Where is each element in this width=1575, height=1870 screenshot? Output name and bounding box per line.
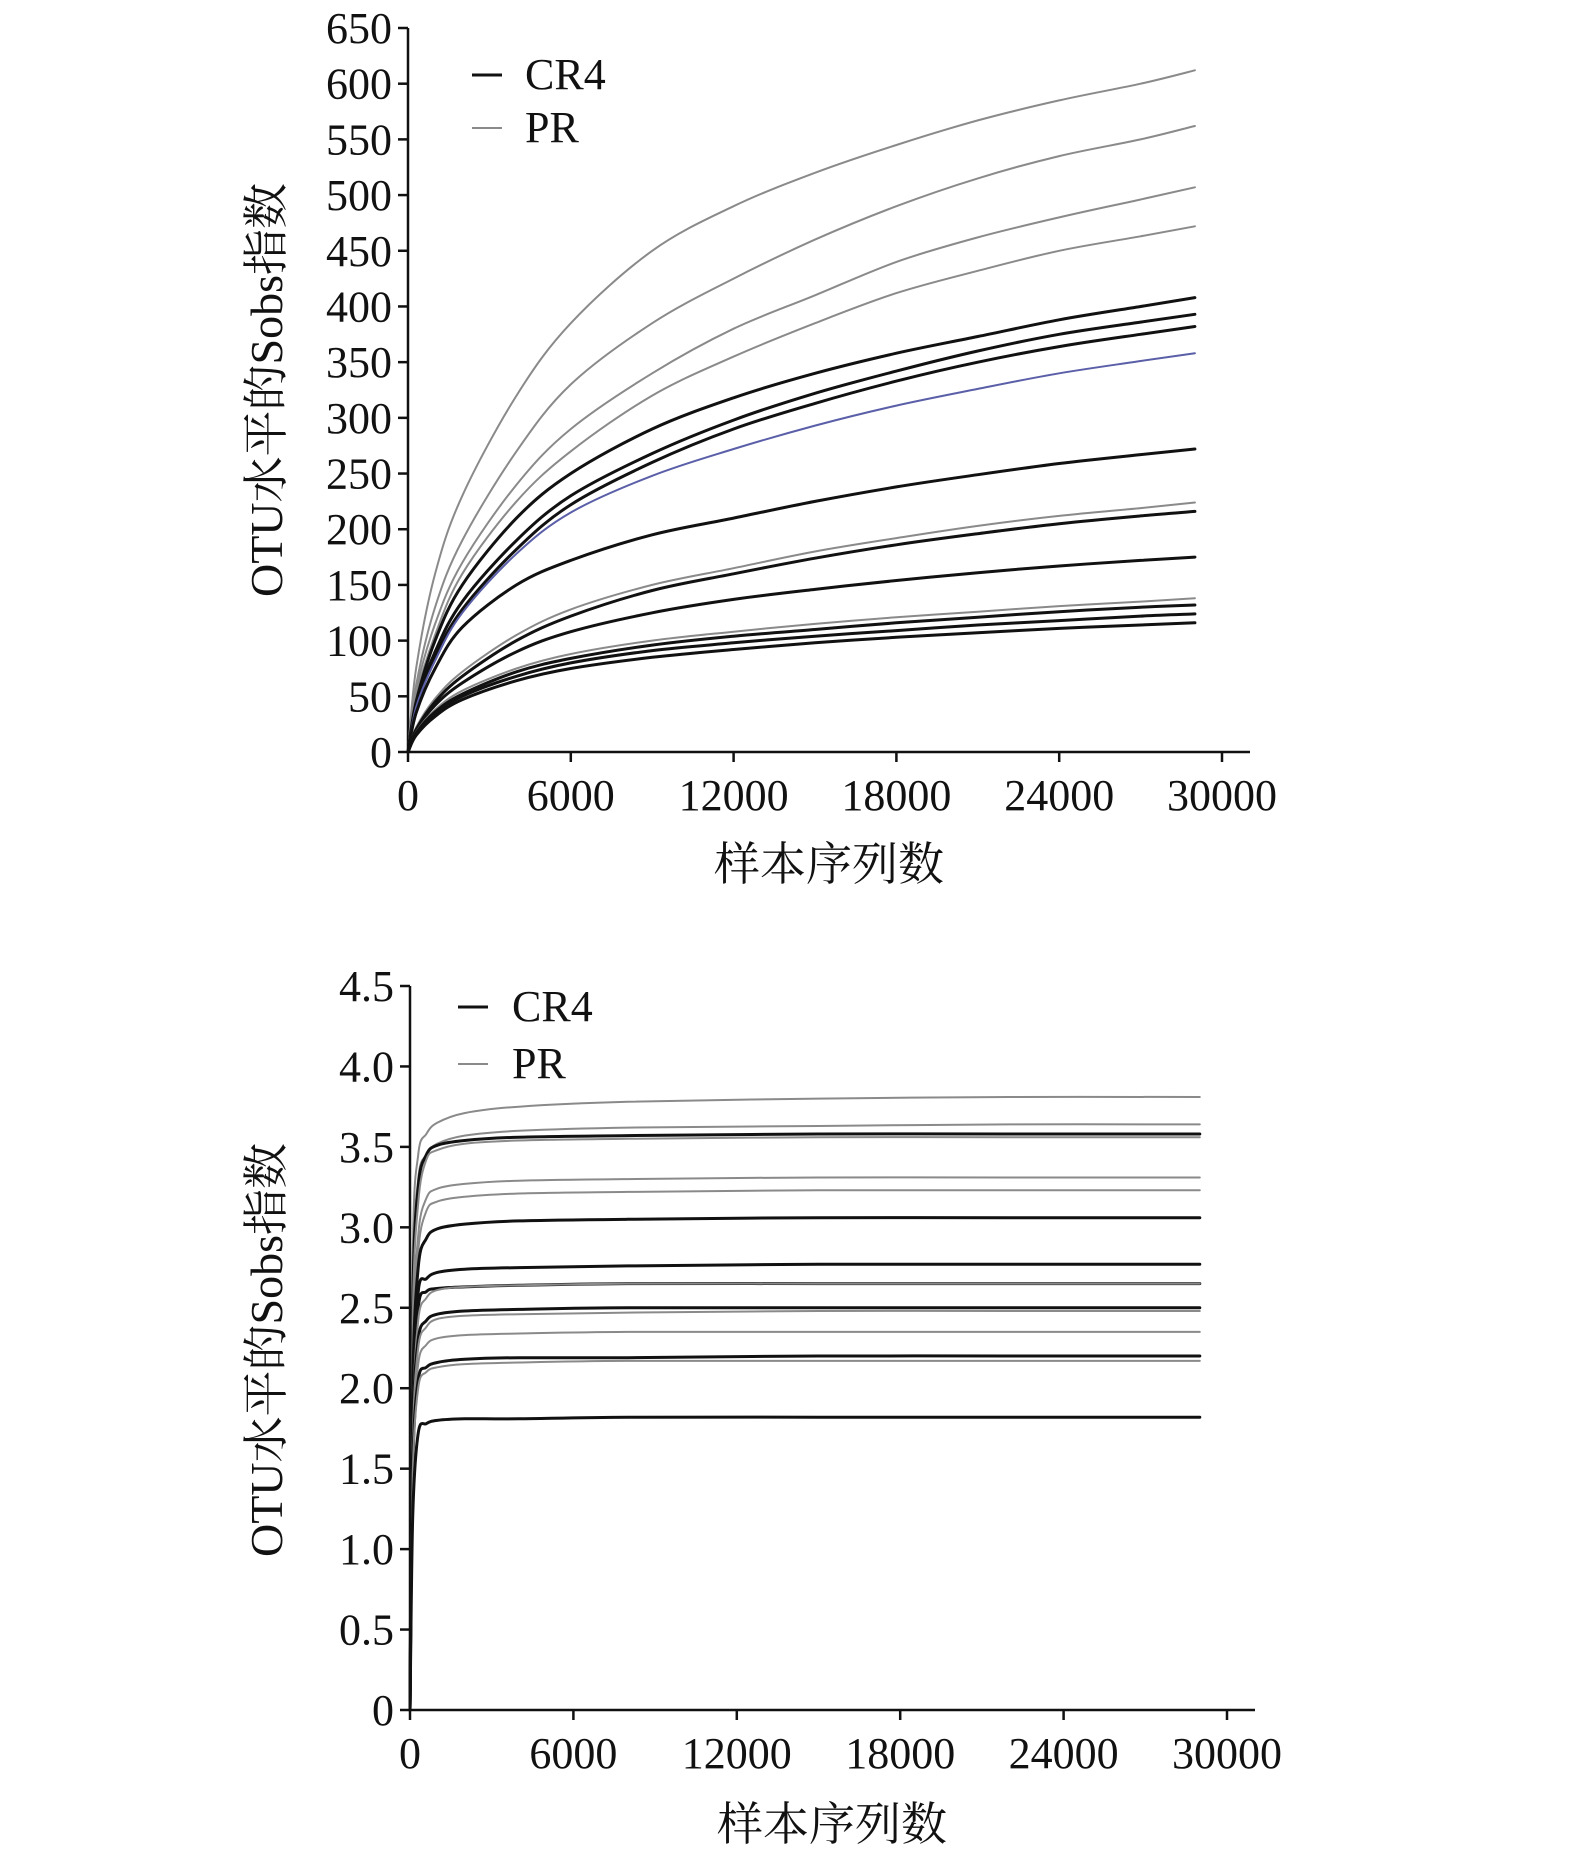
top-y-tick-label: 250 — [326, 449, 392, 499]
top-y-tick-label: 450 — [326, 226, 392, 276]
top-y-ticks — [326, 4, 408, 777]
bottom-y-tick-label: 0.5 — [339, 1605, 394, 1655]
bottom-series-line-pr-10 — [410, 1284, 1200, 1710]
top-x-tick-label: 30000 — [1167, 771, 1277, 820]
bottom-series-line-pr-15 — [410, 1361, 1200, 1710]
bottom-series-line-cr4-16 — [410, 1417, 1200, 1710]
top-series-line-pr-2 — [408, 126, 1195, 752]
bottom-x-tick-label: 18000 — [845, 1729, 956, 1778]
top-series-lines — [408, 70, 1195, 752]
top-y-tick-label: 0 — [370, 728, 392, 777]
bottom-series-line-pr-13 — [410, 1332, 1200, 1710]
top-series-line-pr-1 — [408, 70, 1195, 752]
top-series-line-pr-13 — [408, 598, 1195, 752]
bottom-legend — [458, 982, 593, 1088]
top-x-tick-label: 18000 — [841, 771, 952, 820]
top-series-line-cr4-9 — [408, 449, 1195, 752]
top-y-tick-label: 400 — [326, 282, 392, 332]
bottom-legend-cr4-label: CR4 — [512, 982, 593, 1031]
top-series-line-cr4-12 — [408, 557, 1195, 752]
top-x-ticks — [397, 752, 1277, 820]
top-series-line-cr4-5 — [408, 298, 1195, 752]
bottom-x-tick-label: 24000 — [1008, 1729, 1119, 1778]
bottom-series-line-pr-5 — [410, 1177, 1200, 1710]
bottom-x-tick-label: 6000 — [529, 1729, 618, 1778]
top-y-tick-label: 650 — [326, 4, 392, 53]
bottom-y-tick-label: 2.0 — [339, 1364, 394, 1414]
top-x-tick-label: 0 — [397, 771, 419, 820]
top-y-tick-label: 300 — [326, 393, 392, 443]
top-x-axis-title: 样本序列数 — [714, 839, 944, 890]
bottom-series-line-cr4-14 — [410, 1356, 1200, 1710]
top-y-tick-label: 200 — [326, 505, 392, 555]
bottom-legend-pr-label: PR — [512, 1039, 566, 1088]
top-y-tick-label: 550 — [326, 115, 392, 165]
bottom-y-tick-label: 4.0 — [339, 1042, 394, 1092]
bottom-series-lines — [410, 1097, 1200, 1710]
top-legend-cr4-label: CR4 — [525, 50, 606, 99]
top-legend — [472, 50, 606, 152]
bottom-y-tick-label: 4.5 — [339, 962, 394, 1011]
top-y-axis-title: OTU水平的Sobs指数 — [241, 182, 292, 598]
bottom-series-line-cr4-11 — [410, 1308, 1200, 1710]
top-chart — [241, 4, 1277, 890]
bottom-series-line-pr-4 — [410, 1137, 1200, 1710]
top-y-tick-label: 500 — [326, 171, 392, 221]
bottom-x-ticks — [399, 1710, 1282, 1778]
top-x-tick-label: 12000 — [678, 771, 789, 820]
bottom-y-tick-label: 3.5 — [339, 1122, 394, 1172]
bottom-y-tick-label: 1.0 — [339, 1525, 394, 1575]
bottom-x-axis-title: 样本序列数 — [717, 1799, 947, 1850]
bottom-y-tick-label: 0 — [372, 1686, 394, 1735]
top-y-tick-label: 600 — [326, 59, 392, 109]
top-series-line-cr4-7 — [408, 327, 1195, 753]
top-x-tick-label: 6000 — [526, 771, 615, 820]
top-series-line-pr-3 — [408, 187, 1195, 752]
bottom-y-tick-label: 3.0 — [339, 1203, 394, 1253]
bottom-y-axis-title: OTU水平的Sobs指数 — [241, 1142, 292, 1558]
top-series-line-cr4-16 — [408, 623, 1195, 752]
bottom-x-tick-label: 0 — [399, 1729, 421, 1778]
top-y-tick-label: 100 — [326, 616, 392, 666]
bottom-x-tick-label: 30000 — [1172, 1729, 1282, 1778]
top-y-tick-label: 350 — [326, 338, 392, 388]
top-y-tick-label: 50 — [348, 672, 392, 722]
bottom-y-tick-label: 1.5 — [339, 1444, 394, 1494]
bottom-x-tick-label: 12000 — [681, 1729, 792, 1778]
bottom-series-line-cr4-9 — [410, 1284, 1200, 1710]
bottom-series-line-pr-12 — [410, 1311, 1200, 1710]
bottom-series-line-cr4-7 — [410, 1218, 1200, 1710]
bottom-chart — [241, 962, 1282, 1850]
bottom-y-ticks — [339, 962, 410, 1735]
top-series-line-pr-8 — [408, 353, 1195, 752]
bottom-y-tick-label: 2.5 — [339, 1283, 394, 1333]
top-x-tick-label: 24000 — [1004, 771, 1115, 820]
top-legend-pr-label: PR — [525, 103, 579, 152]
bottom-series-line-pr-1 — [410, 1097, 1200, 1710]
top-y-tick-label: 150 — [326, 560, 392, 610]
